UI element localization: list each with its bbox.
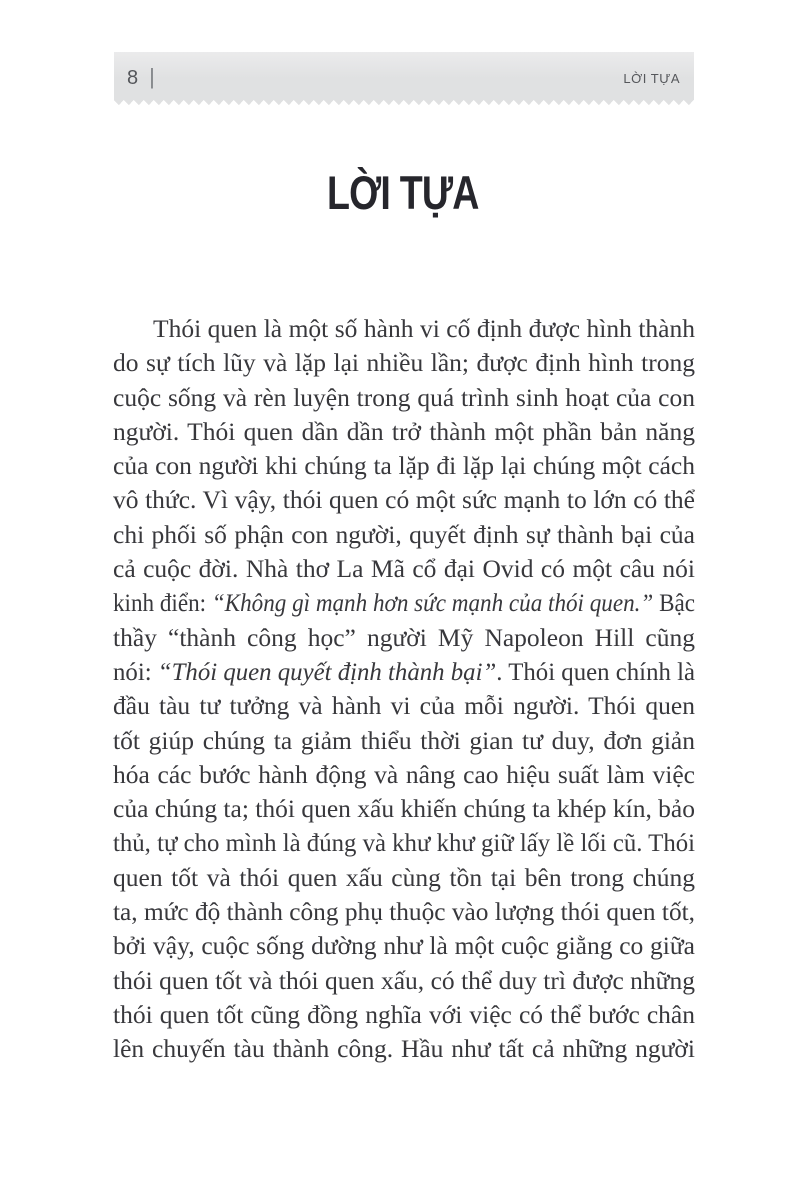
chapter-title [0,164,805,222]
paragraph-line-text: cuộc sống và rèn luyện trong quá trình sinh hoạt của con [113,382,695,412]
chapter-title-text: LỜI TỰA [326,166,479,219]
paragraph-line-text: thói quen tốt cũng đồng nghĩa với việc có thể bước chân [113,999,695,1029]
paragraph-line [113,655,695,689]
page-number: 8 [127,67,139,89]
paragraph-line [113,312,695,346]
paragraph-line [113,346,695,380]
paragraph-line-text: của chúng ta; thói quen xấu khiến chúng ta khép kín, bảo [113,794,695,824]
paragraph-line [113,964,695,998]
paragraph-line-text: ta, mức độ thành công phụ thuộc vào lượng thói quen tốt, [113,897,695,927]
paragraph-line [113,381,695,415]
paragraph-line-text: quen tốt và thói quen xấu cùng tồn tại bên trong chúng [113,862,695,892]
paragraph-line [113,758,695,792]
paragraph-line [113,483,695,517]
paragraph-line-text: người. Thói quen dần dần trở thành một phần bản năng [113,416,695,446]
paragraph-line-text: hóa các bước hành động và nâng cao hiệu suất làm việc [113,759,695,789]
paragraph-line-text: do sự tích lũy và lặp lại nhiều lần; được định hình trong [113,348,695,378]
running-header-bar [114,52,694,100]
paragraph-line-text: thầy “thành công học” người Mỹ Napoleon Hill cũng [113,622,695,652]
paragraph-line-text: cả cuộc đời. Nhà thơ La Mã cổ đại Ovid có một câu nói [113,554,695,584]
paragraph-line-text: lên chuyến tàu thành công. Hầu như tất cả những người [113,1034,695,1064]
header-divider: | [149,64,155,89]
paragraph-line [113,895,695,929]
paragraph-line-text: kinh điển: “Không gì mạnh hơn sức mạnh của thói quen.” Bậc [113,588,695,618]
paragraph-line-text: Thói quen là một số hành vi cố định được hình thành [153,314,695,343]
paragraph-line [113,861,695,895]
paragraph-line [113,586,695,620]
paragraph-line [113,689,695,723]
paragraph-line [113,826,695,860]
body-paragraph [113,312,695,1067]
paragraph-line-text: của con người khi chúng ta lặp đi lặp lại chúng một cách [113,451,695,481]
running-header-title: LỜI TỰA [623,70,680,86]
paragraph-line [113,929,695,963]
paragraph-line [113,415,695,449]
paragraph-line [113,552,695,586]
paragraph-line [113,724,695,758]
paragraph-line-text: bởi vậy, cuộc sống dường như là một cuộc giằng co giữa [113,931,695,961]
paragraph-line-text: đầu tàu tư tưởng và hành vi của mỗi người. Thói quen [113,691,695,721]
paragraph-line [113,621,695,655]
paragraph-line-text: tốt giúp chúng ta giảm thiểu thời gian tư duy, đơn giản [113,725,695,755]
paragraph-line-text: thủ, tự cho mình là đúng và khư khư giữ lấy lề lối cũ. Thói [113,828,695,858]
paragraph-line [113,998,695,1032]
paragraph-line [113,518,695,552]
paragraph-line [113,1032,695,1066]
paragraph-line-text: vô thức. Vì vậy, thói quen có một sức mạnh to lớn có thể [113,485,695,515]
paragraph-line-text: thói quen tốt và thói quen xấu, có thể duy trì được những [113,965,695,995]
page-number-group [127,64,155,89]
paragraph-line [113,449,695,483]
paragraph-line-text: nói: “Thói quen quyết định thành bại”. Thói quen chính là [113,656,695,686]
paragraph-line-text: chi phối số phận con người, quyết định sự thành bại của [113,519,695,549]
paragraph-line [113,792,695,826]
